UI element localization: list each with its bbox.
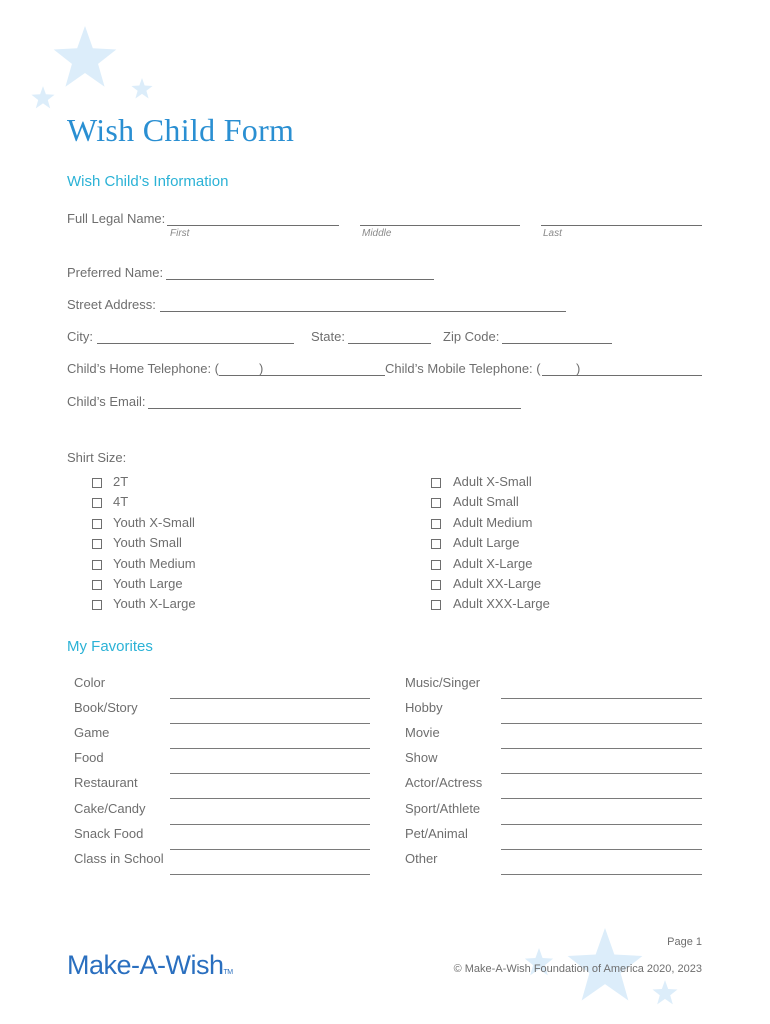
middle-caption: Middle: [362, 228, 392, 239]
home-telephone-field[interactable]: [219, 375, 385, 376]
favorite-answer-field[interactable]: [170, 748, 370, 749]
logo-text: Make-A-Wish: [67, 950, 224, 980]
copyright-text: © Make-A-Wish Foundation of America 2020, 2023: [453, 963, 702, 975]
shirt-size-option-label: Adult X-Small: [453, 474, 532, 489]
section-heading-favorites: My Favorites: [67, 638, 153, 655]
first-caption: First: [170, 228, 190, 239]
favorite-item-label: Color: [74, 675, 106, 690]
shirt-size-checkbox[interactable]: [92, 580, 102, 590]
favorite-item-label: Hobby: [405, 700, 443, 716]
shirt-size-label: Shirt Size:: [67, 450, 127, 465]
middle-name-field[interactable]: [360, 225, 520, 226]
first-name-field[interactable]: [167, 225, 339, 226]
shirt-size-checkbox[interactable]: [431, 600, 441, 610]
favorite-answer-field[interactable]: [501, 849, 702, 850]
favorite-answer-field[interactable]: [170, 824, 370, 825]
full-name-label: Full Legal Name:: [67, 211, 166, 226]
favorite-answer-field[interactable]: [170, 798, 370, 799]
shirt-size-option-label: Youth Medium: [113, 555, 196, 571]
email-label: Child’s Email:: [67, 394, 146, 409]
star-small-decoration: [31, 86, 55, 109]
street-address-label: Street Address:: [67, 297, 156, 312]
favorite-item-label: Book/Story: [74, 700, 138, 716]
mobile-telephone-label: Child’s Mobile Telephone: (: [385, 361, 541, 376]
mobile-telephone-paren: ): [576, 361, 581, 376]
favorite-answer-field[interactable]: [501, 798, 702, 799]
city-field[interactable]: [97, 343, 294, 344]
zip-code-field[interactable]: [502, 343, 612, 344]
favorite-answer-field[interactable]: [501, 723, 702, 724]
shirt-size-option-label: Youth Small: [113, 535, 182, 551]
favorite-item-label: Show: [405, 750, 438, 766]
last-name-field[interactable]: [541, 225, 702, 226]
favorite-item-label: Pet/Animal: [405, 825, 468, 841]
shirt-size-option-label: 2T: [113, 474, 129, 489]
shirt-size-option-label: Adult Small: [453, 494, 519, 510]
shirt-size-checkbox[interactable]: [431, 539, 441, 549]
shirt-size-checkbox[interactable]: [92, 560, 102, 570]
city-label: City:: [67, 329, 93, 344]
shirt-size-option-label: Adult Medium: [453, 514, 533, 530]
state-label: State:: [311, 329, 345, 344]
favorite-answer-field[interactable]: [501, 773, 702, 774]
shirt-size-option-label: Adult XX-Large: [453, 576, 542, 591]
star-large-decoration: [52, 26, 118, 88]
favorite-item-label: Other: [405, 850, 438, 866]
page-title: Wish Child Form: [67, 112, 295, 148]
star-footer-small-decoration: [652, 980, 678, 1005]
favorite-item-label: Movie: [405, 725, 440, 741]
favorite-answer-field[interactable]: [170, 874, 370, 875]
favorite-answer-field[interactable]: [501, 748, 702, 749]
street-address-field[interactable]: [160, 311, 566, 312]
page-number: Page 1: [667, 936, 702, 948]
favorite-answer-field[interactable]: [170, 773, 370, 774]
preferred-name-field[interactable]: [166, 279, 434, 280]
email-field[interactable]: [148, 408, 521, 409]
favorite-item-label: Music/Singer: [405, 675, 481, 690]
favorite-answer-field[interactable]: [501, 824, 702, 825]
preferred-name-label: Preferred Name:: [67, 265, 164, 280]
shirt-size-checkbox[interactable]: [92, 478, 102, 488]
favorite-item-label: Food: [74, 750, 104, 766]
shirt-size-option-label: 4T: [113, 494, 129, 510]
shirt-size-checkbox[interactable]: [92, 600, 102, 610]
shirt-size-option-label: Adult Large: [453, 535, 520, 551]
favorite-item-label: Restaurant: [74, 775, 138, 791]
zip-code-label: Zip Code:: [443, 329, 500, 344]
shirt-size-checkbox[interactable]: [431, 498, 441, 508]
favorite-item-label: Game: [74, 725, 110, 741]
favorite-item-label: Cake/Candy: [74, 800, 146, 816]
favorite-answer-field[interactable]: [170, 849, 370, 850]
favorite-answer-field[interactable]: [501, 874, 702, 875]
logo-trademark: TM: [223, 969, 233, 976]
state-field[interactable]: [348, 343, 431, 344]
shirt-size-checkbox[interactable]: [92, 519, 102, 529]
make-a-wish-logo: [67, 950, 233, 981]
shirt-size-checkbox[interactable]: [431, 478, 441, 488]
favorite-item-label: Actor/Actress: [405, 775, 483, 791]
shirt-size-checkbox[interactable]: [431, 519, 441, 529]
shirt-size-option-label: Youth Large: [113, 576, 183, 591]
favorite-item-label: Snack Food: [74, 825, 144, 841]
shirt-size-option-label: Youth X-Large: [113, 596, 196, 612]
shirt-size-option-label: Adult X-Large: [453, 555, 533, 571]
shirt-size-checkbox[interactable]: [431, 560, 441, 570]
last-caption: Last: [543, 228, 562, 239]
shirt-size-checkbox[interactable]: [92, 498, 102, 508]
favorite-answer-field[interactable]: [170, 698, 370, 699]
home-telephone-label: Child’s Home Telephone: (: [67, 361, 219, 376]
favorite-answer-field[interactable]: [170, 723, 370, 724]
favorite-answer-field[interactable]: [501, 698, 702, 699]
shirt-size-checkbox[interactable]: [92, 539, 102, 549]
shirt-size-option-label: Youth X-Small: [113, 514, 195, 530]
star-small-decoration: [131, 78, 153, 99]
shirt-size-option-label: Adult XXX-Large: [453, 596, 550, 612]
favorite-item-label: Sport/Athlete: [405, 800, 481, 816]
home-telephone-paren: ): [259, 361, 264, 376]
shirt-size-checkbox[interactable]: [431, 580, 441, 590]
section-heading-info: Wish Child’s Information: [67, 173, 229, 190]
favorite-item-label: Class in School: [74, 850, 164, 866]
mobile-telephone-field[interactable]: [542, 375, 702, 376]
